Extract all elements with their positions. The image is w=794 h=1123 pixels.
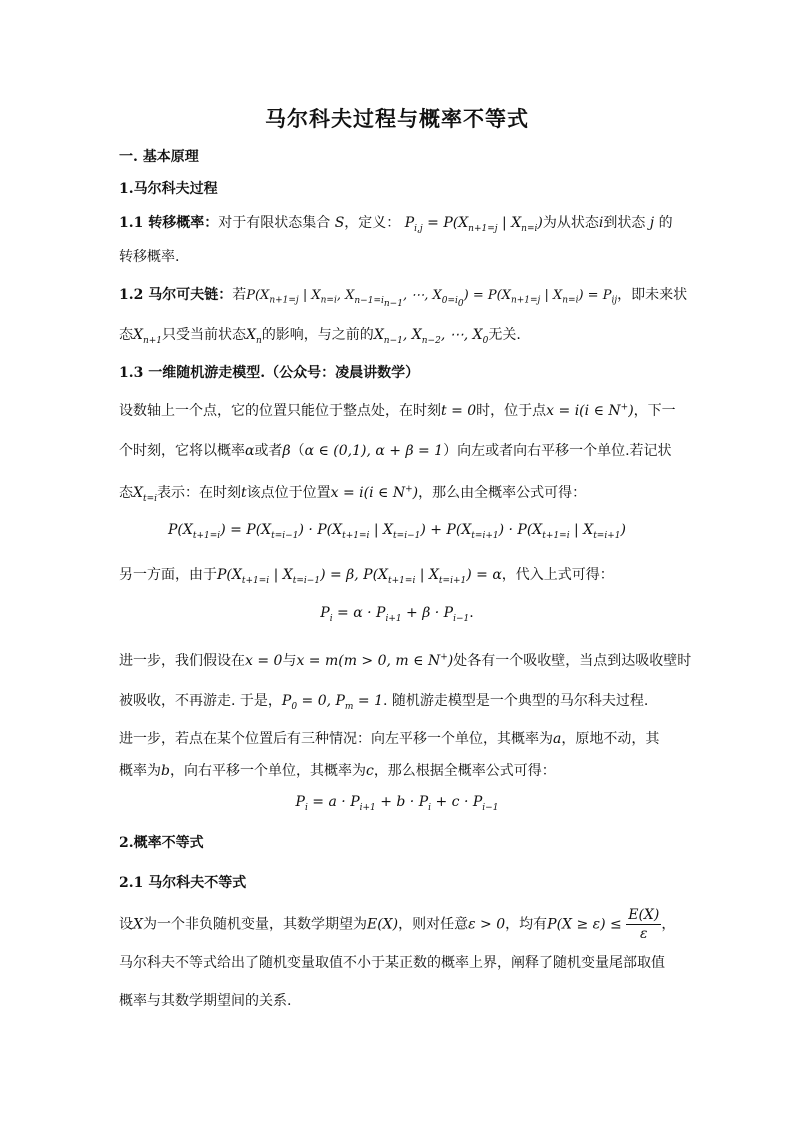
label-1-1: 1.1 转移概率： bbox=[119, 215, 219, 231]
paragraph-line: 概率与其数学期望间的关系. bbox=[119, 993, 292, 1009]
paragraph-line: 马尔科夫不等式给出了随机变量取值不小于某正数的概率上界，阐释了随机变量尾部取值 bbox=[119, 955, 665, 971]
equation-total-probability: $P(X_{t+1=i}) = P(X_{t=i-1}) \cdot P(X_{t+1=i}$ | $X_{t=i-1}) + P(X_{t=i+1}) \cdot P(X_{t+1=i}$ | $X_{t=i+1}$) bbox=[168, 522, 626, 541]
label-1-2: 1.2 马尔可夫链： bbox=[119, 287, 233, 303]
text: ，即未来状 bbox=[617, 287, 688, 303]
paragraph-markov-chain: 1.2 马尔可夫链：若$P(X_{n+1=j}$ | $X_{n=i}$, $X_{n-1=i_{n-1}}$, ⋯, $X_{0=i_0}) = P(X_{n+1=j}$ | $X_{n=i}) = P_{ij}$，即未来状 bbox=[119, 287, 688, 309]
text: ，定义： bbox=[344, 215, 401, 231]
paragraph-line: 设数轴上一个点，它的位置只能位于整点处，在时刻t = 0时，位于点x = i(i ∈ N+)，下一 bbox=[119, 402, 676, 419]
paragraph-line: 概率为b，向右平移一个单位，其概率为c，那么根据全概率公式可得： bbox=[119, 763, 556, 779]
paragraph-line: 进一步，我们假设在x = 0与x = m(m > 0, m ∈ N+)处各有一个吸收壁，当点到达吸收壁时 bbox=[119, 652, 692, 669]
text: 若 bbox=[232, 287, 247, 303]
subsection-prob-inequality: 2.概率不等式 bbox=[119, 835, 204, 851]
subsection-markov-process: 1.马尔科夫过程 bbox=[119, 181, 218, 197]
fraction: $\frac{E(X)}{\varepsilon}$ bbox=[628, 907, 660, 942]
paragraph-line: 态$X_{n+1}$只受当前状态$X_n$的影响，与之前的$X_{n-1}$, $X_{n-2}$, ⋯, $X_0$无关. bbox=[119, 327, 521, 346]
paragraph-line: 态$X_{t=i}$表示：在时刻t该点位于位置x = i(i ∈ N+)，那么由全概率公式可得： bbox=[119, 484, 587, 504]
paragraph-line: 被吸收，不再游走. 于是，$P_0 = 0$, $P_m = 1$. 随机游走模型是一个典型的马尔科夫过程. bbox=[119, 693, 649, 712]
text: 对于有限状态集合 bbox=[218, 215, 331, 231]
paragraph-line: 设X为一个非负随机变量，其数学期望为E(X)，则对任意ε > 0，均有P(X ≥ ε) ≤ $\frac{E(X)}{\varepsilon}$ ， bbox=[119, 907, 676, 942]
equation-three-state: $P_i = a \cdot P_{i+1} + b \cdot P_i + c \cdot P_{i-1}$ bbox=[295, 794, 499, 813]
page-title: 马尔科夫过程与概率不等式 bbox=[265, 106, 529, 131]
paragraph-line: 转移概率. bbox=[119, 249, 180, 265]
text: 到状态 bbox=[603, 215, 646, 231]
paragraph-line: 进一步，若点在某个位置后有三种情况：向左平移一个单位，其概率为a，原地不动，其 bbox=[119, 731, 660, 747]
subsection-markov-inequality: 2.1 马尔科夫不等式 bbox=[119, 875, 247, 891]
subsection-random-walk: 1.3 一维随机游走模型.（公众号：凌晨讲数学） bbox=[119, 365, 420, 381]
section-heading-basic-principles: 一. 基本原理 bbox=[119, 149, 199, 165]
paragraph-transition-prob: 1.1 转移概率：对于有限状态集合 S，定义： $P_{i,j} = P(X_{n+1=j}$ | $X_{n=i}$)为从状态i到状态 j 的 bbox=[119, 215, 673, 234]
text: 为从状态 bbox=[542, 215, 599, 231]
text: 的 bbox=[658, 215, 673, 231]
equation-recurrence: $P_i = \alpha \cdot P_{i+1} + \beta \cdot P_{i-1}$. bbox=[320, 605, 474, 624]
paragraph-line: 个时刻，它将以概率α或者β（α ∈ (0,1), α + β = 1）向左或者向右平移一个单位.若记状 bbox=[119, 443, 672, 459]
paragraph-line: 另一方面，由于$P(X_{t+1=i}$ | $X_{t=i-1}) = \beta$, $P(X_{t+1=i}$ | $X_{t=i+1}) = \alpha$，代入上式可得： bbox=[119, 567, 614, 586]
